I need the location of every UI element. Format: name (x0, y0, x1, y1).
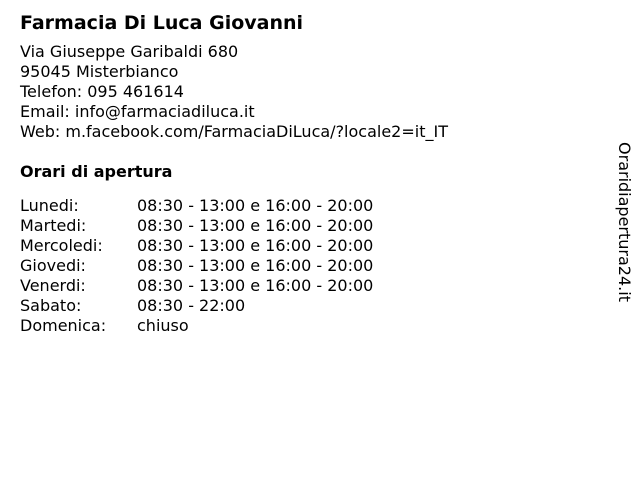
business-card (20, 10, 600, 336)
city-line: 95045 Misterbianco (20, 62, 179, 81)
hours-value: 08:30 - 13:00 e 16:00 - 20:00 (137, 276, 374, 295)
day-label: Lunedi: (20, 196, 79, 215)
hours-value: 08:30 - 13:00 e 16:00 - 20:00 (137, 236, 374, 255)
hours-row-thursday (20, 256, 600, 276)
day-label: Mercoledi: (20, 236, 103, 255)
hours-row-friday (20, 276, 600, 296)
brand-label: Oraridiapertura24.it (615, 142, 634, 302)
hours-value: 08:30 - 13:00 e 16:00 - 20:00 (137, 196, 374, 215)
web-line: Web: m.facebook.com/FarmaciaDiLuca/?locale2=it_IT (20, 122, 448, 141)
day-label: Giovedi: (20, 256, 86, 275)
day-label: Venerdi: (20, 276, 86, 295)
phone-line: Telefon: 095 461614 (20, 82, 184, 101)
hours-row-saturday (20, 296, 600, 316)
opening-hours-heading: Orari di apertura (20, 162, 173, 181)
day-label: Sabato: (20, 296, 82, 315)
day-label: Domenica: (20, 316, 107, 335)
hours-value: 08:30 - 22:00 (137, 296, 246, 315)
hours-row-tuesday (20, 216, 600, 236)
hours-value: 08:30 - 13:00 e 16:00 - 20:00 (137, 216, 374, 235)
hours-row-wednesday (20, 236, 600, 256)
hours-value: chiuso (137, 316, 189, 335)
hours-value: 08:30 - 13:00 e 16:00 - 20:00 (137, 256, 374, 275)
email-line: Email: info@farmaciadiluca.it (20, 102, 255, 121)
day-label: Martedi: (20, 216, 87, 235)
hours-row-sunday (20, 316, 600, 336)
street-address: Via Giuseppe Garibaldi 680 (20, 42, 239, 61)
opening-hours-table (20, 196, 600, 336)
business-name: Farmacia Di Luca Giovanni (20, 12, 304, 34)
hours-row-monday (20, 196, 600, 216)
